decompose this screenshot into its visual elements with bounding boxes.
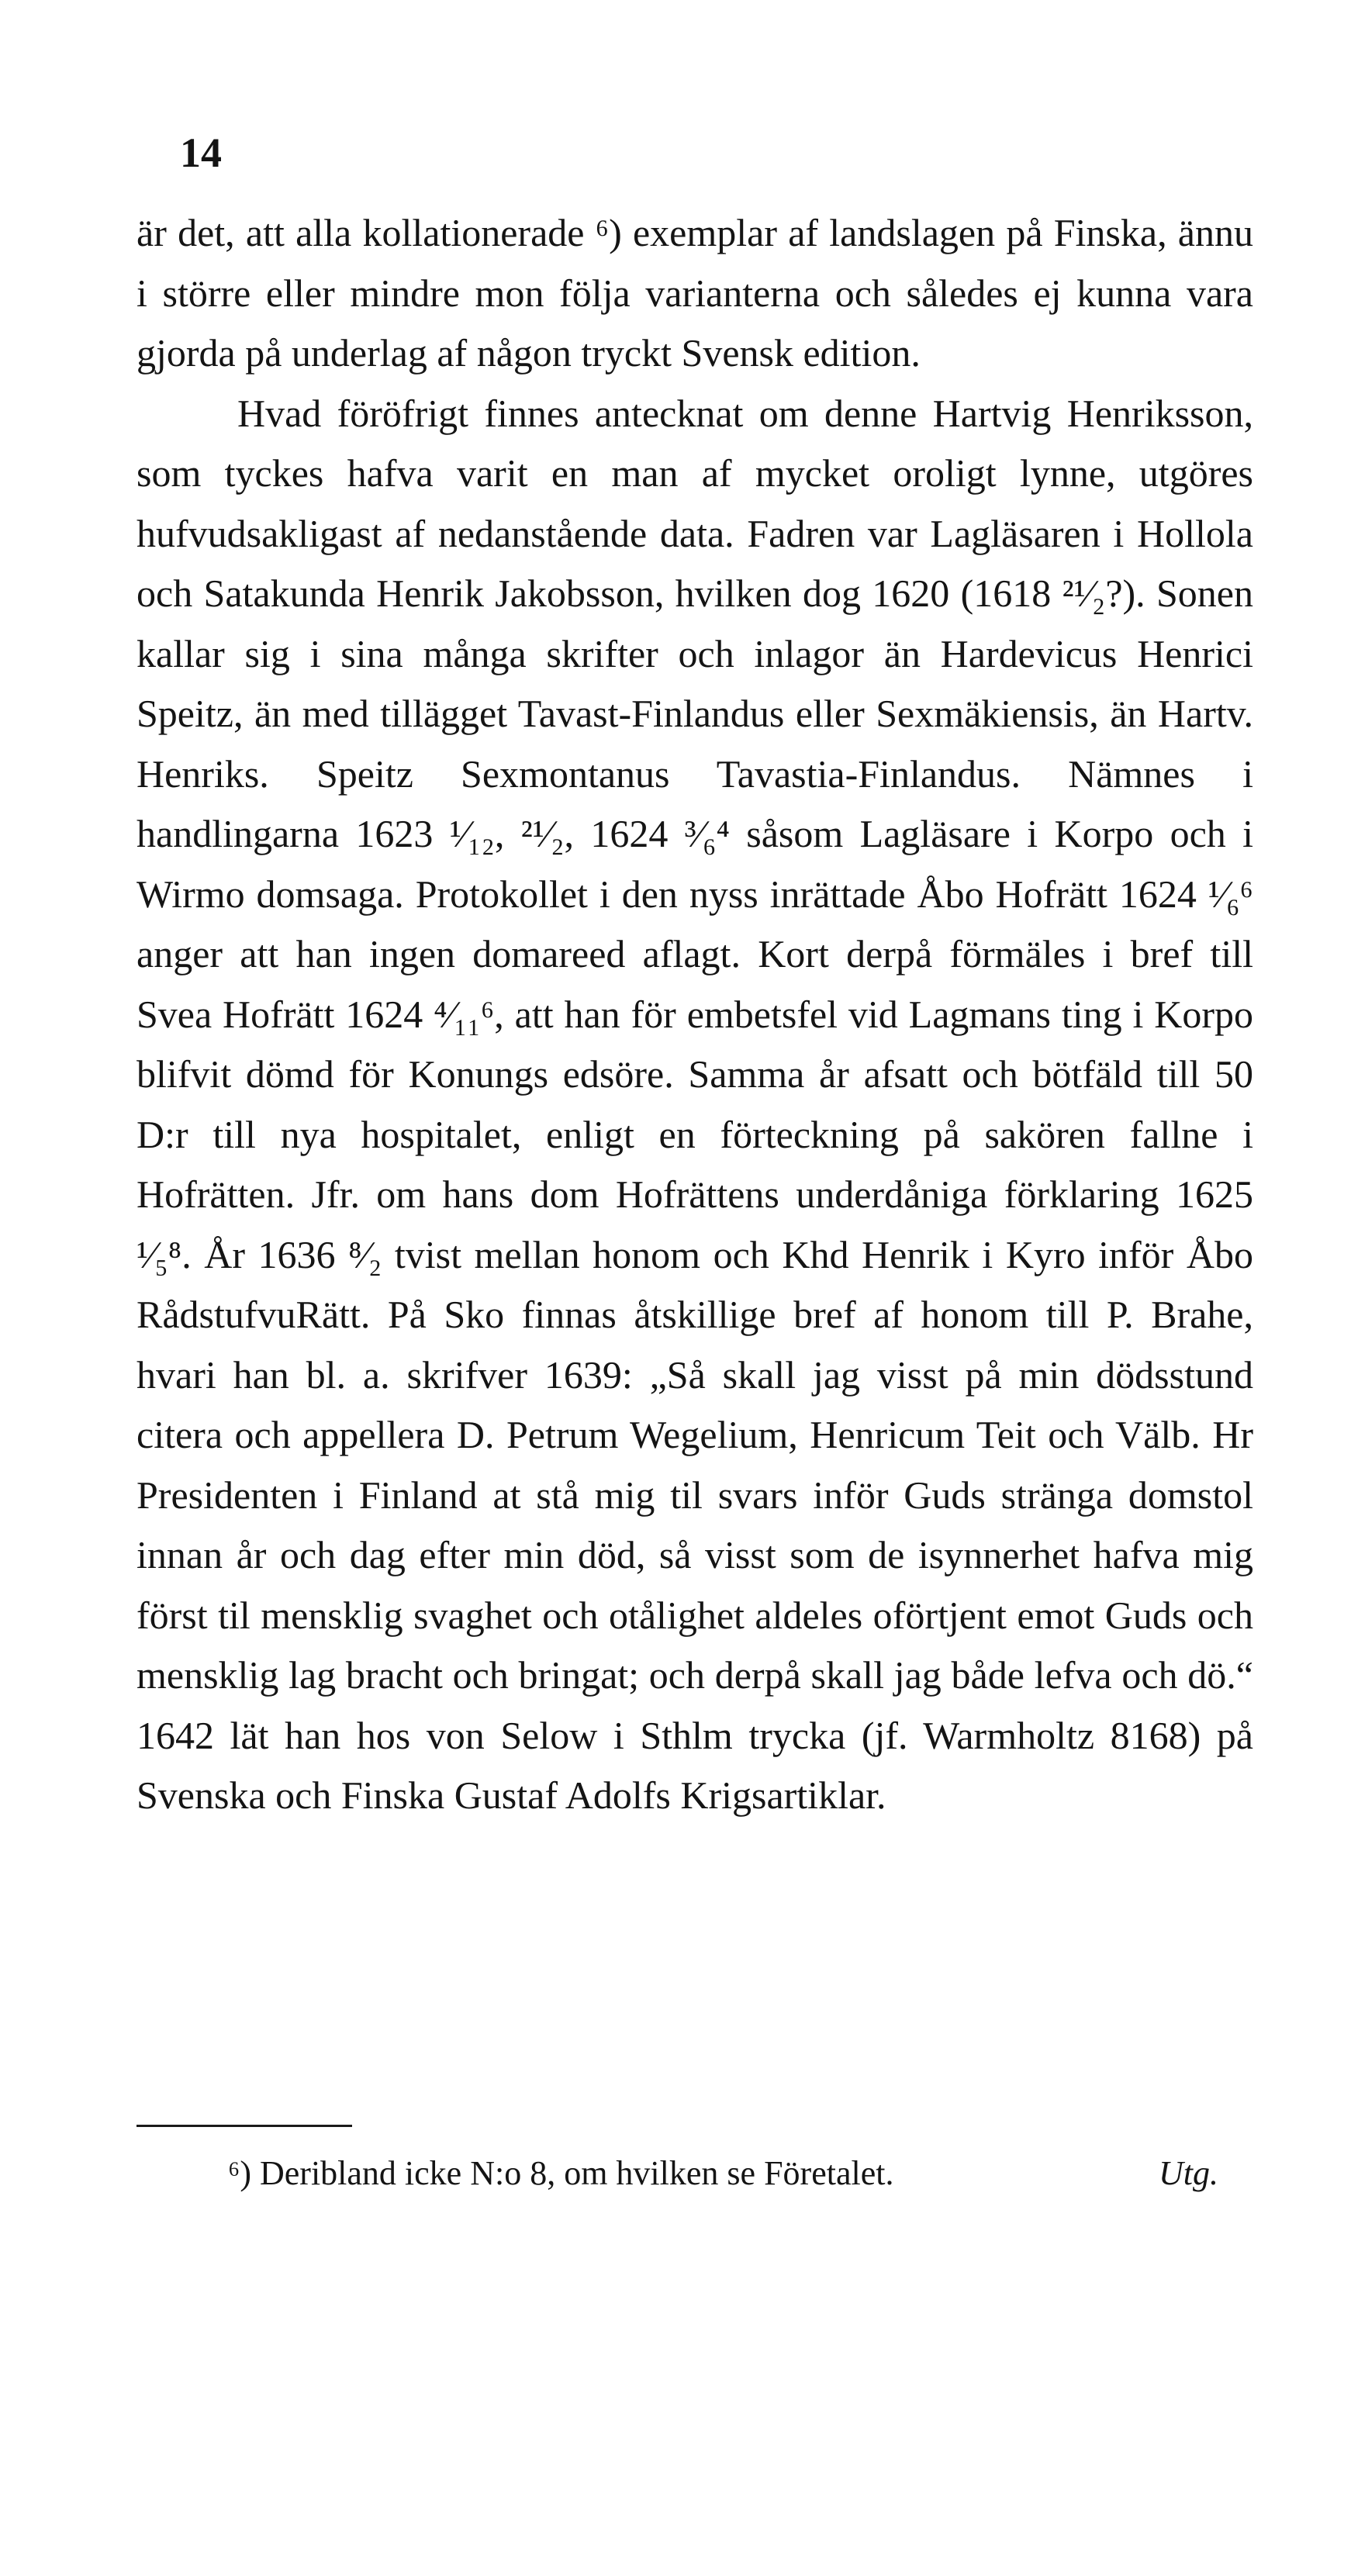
footnote bbox=[228, 2152, 1259, 2195]
footnote-separator bbox=[136, 2125, 352, 2127]
paragraph-2: Hvad föröfrigt finnes antecknat om denne Hartvig Henriksson, som tyckes hafva varit en man af mycket oroligt lynne, utgöres hufvudsakligast af nedanstående data. Fadren var Lagläsaren i Hollola och Satakunda Henrik Jakobsson, hvilken dog 1620 (1618 ²¹⁄₂?). Sonen kallar sig i sina många skrifter och inlagor än Hardevicus Henrici Speitz, än med tillägget Tavast-Finlandus eller Sexmäkiensis, än Hartv. Henriks. Speitz Sexmontanus Tavastia-Finlandus. Nämnes i handlingarna 1623 ¹⁄₁₂, ²¹⁄₂, 1624 ³⁄₆⁴ såsom Lagläsare i Korpo och i Wirmo domsaga. Protokollet i den nyss inrättade Åbo Hofrätt 1624 ¹⁄₆⁶ anger att han ingen domareed aflagt. Kort derpå förmäles i bref till Svea Hofrätt 1624 ⁴⁄₁₁⁶, att han för embetsfel vid Lagmans ting i Korpo blifvit dömd för Konungs edsöre. Samma år afsatt och bötfäld till 50 D:r till nya hospitalet, enligt en förteckning på sakören fallne i Hofrätten. Jfr. om hans dom Hofrättens underdåniga förklaring 1625 ¹⁄₅⁸. År 1636 ⁸⁄₂ tvist mellan honom och Khd Henrik i Kyro inför Åbo RådstufvuRätt. På Sko finnas åtskillige bref af honom till P. Brahe, hvari han bl. a. skrifver 1639: „Så skall jag visst på min dödsstund citera och appellera D. Petrum Wegelium, Henricum Teit och Välb. Hr Presidenten i Finland at stå mig til svars inför Guds stränga domstol innan år och dag efter min död, så visst som de isynnerhet hafva mig först til mensklig svaghet och otålighet aldeles oförtjent emot Guds och mensklig lag bracht och bringat; och derpå skall jag både lefva och dö.“ 1642 lät han hos von Selow i Sthlm trycka (jf. Warmholtz 8168) på Svenska och Finska Gustaf Adolfs Krigsartiklar. bbox=[136, 391, 1253, 1817]
page-number: 14 bbox=[180, 129, 222, 176]
paragraph-1: är det, att alla kollationerade ⁶) exemplar af landslagen på Finska, ännu i större eller mindre mon följa varianterna och således ej kunna vara gjorda på underlag af någon tryckt Svensk edition. bbox=[136, 211, 1253, 375]
body-text bbox=[136, 203, 1253, 1826]
footnote-signature: Utg. bbox=[1159, 2154, 1218, 2192]
footnote-text: ⁶) Deribland icke N:o 8, om hvilken se Företalet. bbox=[228, 2154, 894, 2192]
